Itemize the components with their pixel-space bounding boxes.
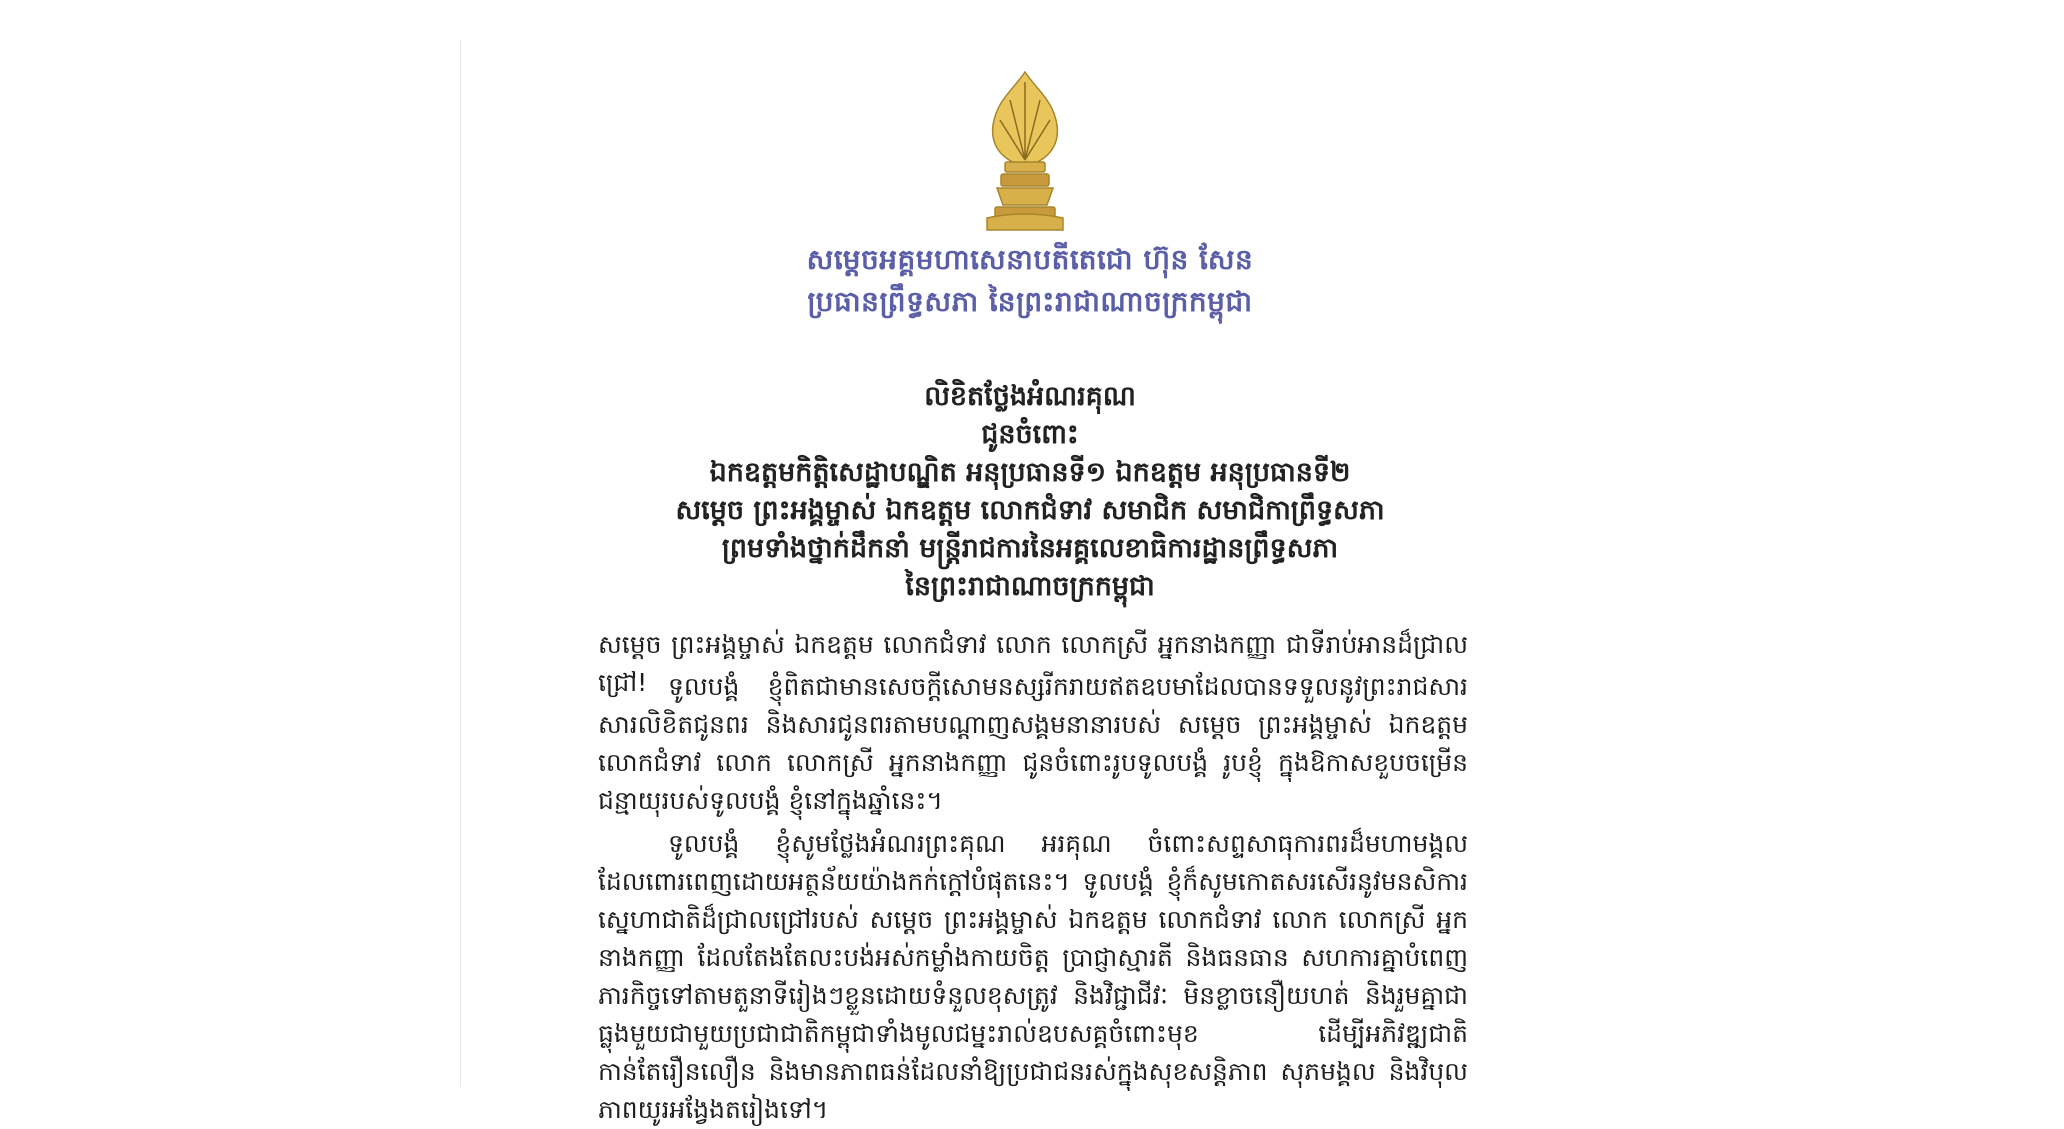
addressee-line: ឯកឧត្តមកិត្តិសេដ្ឋាបណ្ឌិត អនុប្រធានទី១ ឯកឧត្តម អនុប្រធានទី២ [709, 457, 1351, 488]
page-edge [460, 40, 461, 1087]
body-paragraph: ទូលបង្គំ ខ្ញុំពិតជាមានសេចក្តីសោមនស្សរីករាយឥតឧបមាដែលបានទទួលនូវព្រះរាជសារ សារលិខិតជូនពរ និងសារជូនពរតាមបណ្តាញសង្គមនានារបស់ សម្តេច ព្រះអង្គម្ចាស់ ឯកឧត្តម លោកជំទាវ លោក លោកស្រី អ្នកនាងកញ្ញា ជូនចំពោះរូបទូលបង្គំ រូបខ្ញុំ ក្នុងឱកាសខួបចម្រើនជន្មាយុរបស់ទូលបង្គំ ខ្ញុំនៅក្នុងឆ្នាំនេះ។ [598, 672, 1468, 815]
letter-title: លិខិតថ្លែងអំណរគុណ [924, 381, 1136, 412]
addressee-line: នៃព្រះរាជាណាចក្រកម្ពុជា [905, 571, 1155, 602]
senate-emblem-icon [975, 70, 1075, 235]
addressee-line: ព្រមទាំងថ្នាក់ដឹកនាំ មន្ត្រីរាជការនៃអគ្គលេខាធិការដ្ឋានព្រឹទ្ធសភា [721, 533, 1339, 564]
addressee-line: សម្តេច ព្រះអង្គម្ចាស់ ឯកឧត្តម លោកជំទាវ សមាជិក សមាជិកាព្រឹទ្ធសភា [675, 495, 1385, 526]
letter-addressee-intro: ជូនចំពោះ [981, 419, 1079, 450]
body-paragraph: ទូលបង្គំ ខ្ញុំសូមថ្លែងអំណរព្រះគុណ អរគុណ ចំពោះសព្ទសាធុការពរដ៏មហាមង្គលដែលពោរពេញដោយអត្ថន័យយ៉ាងកក់ក្តៅបំផុតនេះ។ ទូលបង្គំ ខ្ញុំក៏សូមកោតសរសើរនូវមនសិការស្នេហាជាតិដ៏ជ្រាលជ្រៅរបស់ សម្តេច ព្រះអង្គម្ចាស់ ឯកឧត្តម លោកជំទាវ លោក លោកស្រី អ្នកនាងកញ្ញា ដែលតែងតែលះបង់អស់កម្លាំងកាយចិត្ត ប្រាជ្ញាស្មារតី និងធនធាន សហការគ្នាបំពេញភារកិច្ចទៅតាមតួនាទីរៀងៗខ្លួនដោយទំនួលខុសត្រូវ និងវិជ្ជាជីវៈ មិនខ្លាចនឿយហត់ និងរួមគ្នាជាធ្លុងមួយជាមួយប្រជាជាតិកម្ពុជាទាំងមូលជម្នះរាល់ឧបសគ្គចំពោះមុខ ដើម្បីអភិវឌ្ឍជាតិកាន់តែរឿនលឿន និងមានភាពធន់ដែលនាំឱ្យប្រជាជនរស់ក្នុងសុខសន្តិភាព សុភមង្គល និងវិបុលភាពយូរអង្វែងតរៀងទៅ។ [598, 829, 1468, 1124]
issuer-name: សម្តេចអគ្គមហាសេនាបតីតេជោ ហ៊ុន សែន [806, 243, 1254, 276]
issuer-title: ប្រធានព្រឹទ្ធសភា នៃព្រះរាជាណាចក្រកម្ពុជា [807, 285, 1253, 318]
salutation: សម្តេច ព្រះអង្គម្ចាស់ ឯកឧត្តម លោកជំទាវ លោក លោកស្រី អ្នកនាងកញ្ញា ជាទីរាប់អានដ៏ជ្រាលជ្រៅ! [598, 630, 1468, 697]
